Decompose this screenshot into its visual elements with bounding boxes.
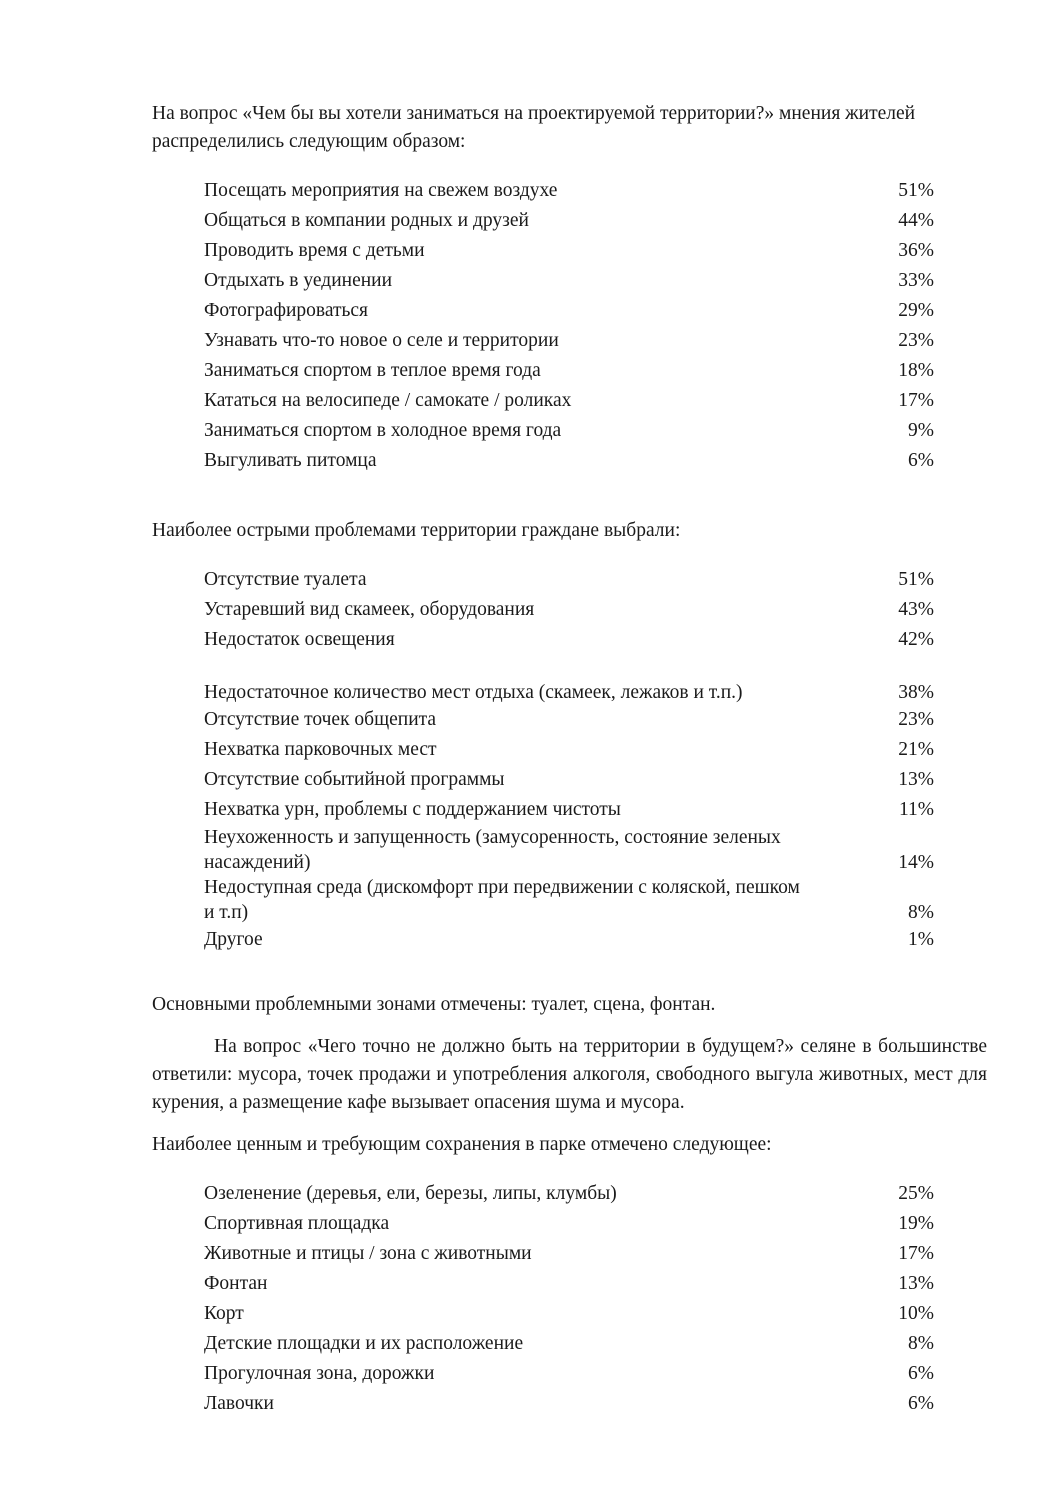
item-value: 13% [898,1273,934,1294]
list-item [204,296,934,326]
item-value: 1% [908,929,934,950]
item-label: Нехватка парковочных мест [204,739,437,760]
list-item [204,705,934,735]
item-value: 33% [898,270,934,291]
list-item [204,1179,934,1209]
item-value: 17% [898,390,934,411]
item-value: 38% [898,682,934,703]
item-label: Животные и птицы / зона с животными [204,1243,532,1264]
item-label: Неухоженность и запущенность (замусоренность, состояние зеленых насаждений) [204,827,781,873]
list-item [204,875,934,925]
item-value: 13% [898,769,934,790]
list-item [204,416,934,446]
list-item [204,625,934,655]
problem-zones-text: Основными проблемными зонами отмечены: туалет, сцена, фонтан. [152,994,716,1015]
item-label: Устаревший вид скамеек, оборудования [204,599,535,620]
list-item [204,765,934,795]
item-label: Общаться в компании родных и друзей [204,210,529,231]
section2-intro: Наиболее острыми проблемами территории граждане выбрали: [152,520,681,541]
item-label: Лавочки [204,1393,274,1414]
list-item [204,446,934,476]
list-item [204,1209,934,1239]
item-value: 36% [898,240,934,261]
section3-intro: Наиболее ценным и требующим сохранения в парке отмечено следующее: [152,1134,772,1155]
list-item [204,176,934,206]
item-value: 18% [898,360,934,381]
item-label: Детские площадки и их расположение [204,1333,524,1354]
item-label: Недоступная среда (дискомфорт при передвижении с коляской, пешком и т.п) [204,877,800,923]
list-item [204,326,934,356]
item-label: Корт [204,1303,244,1324]
section1-intro: На вопрос «Чем бы вы хотели заниматься на проектируемой территории?» мнения жителей распределились следующим образом: [152,103,916,152]
valuables-list [204,1179,934,1419]
item-value: 43% [898,599,934,620]
item-label: Недостаток освещения [204,629,395,650]
item-value: 10% [898,1303,934,1324]
list-item [204,595,934,625]
list-item [204,925,934,955]
item-value: 44% [898,210,934,231]
item-value: 14% [898,852,934,873]
item-label: Посещать мероприятия на свежем воздухе [204,180,558,201]
item-label: Озеленение (деревья, ели, березы, липы, клумбы) [204,1183,617,1204]
list-item [204,206,934,236]
list-item [204,356,934,386]
item-label: Фонтан [204,1273,268,1294]
activities-list [204,176,934,476]
item-value: 25% [898,1183,934,1204]
list-item [204,1239,934,1269]
list-item [204,266,934,296]
item-value: 8% [908,1333,934,1354]
list-item [204,655,934,705]
list-item [204,1389,934,1419]
item-label: Заниматься спортом в теплое время года [204,360,541,381]
item-value: 9% [908,420,934,441]
list-item [204,1359,934,1389]
item-value: 23% [898,709,934,730]
problems-list [204,565,934,955]
item-value: 42% [898,629,934,650]
item-value: 17% [898,1243,934,1264]
item-value: 6% [908,1363,934,1384]
item-value: 29% [898,300,934,321]
item-label: Заниматься спортом в холодное время года [204,420,562,441]
item-label: Недостаточное количество мест отдыха (скамеек, лежаков и т.п.) [204,682,743,703]
item-label: Отсутствие точек общепита [204,709,437,730]
not-wanted-text: На вопрос «Чего точно не должно быть на территории в будущем?» селяне в большинстве ответили: мусора, точек продажи и употребления алкоголя, свободного выгула животных, мест для курения, а размещение кафе вызывает опасения шума и мусора. [152,1036,987,1113]
item-value: 6% [908,450,934,471]
document-page [152,100,987,1419]
list-item [204,1299,934,1329]
list-item [204,386,934,416]
list-item [204,735,934,765]
item-value: 51% [898,569,934,590]
list-item [204,565,934,595]
list-item [204,236,934,266]
item-label: Отсутствие событийной программы [204,769,505,790]
item-label: Выгуливать питомца [204,450,377,471]
item-label: Спортивная площадка [204,1213,390,1234]
item-label: Проводить время с детьми [204,240,425,261]
item-value: 51% [898,180,934,201]
list-item [204,825,934,875]
list-item [204,1329,934,1359]
item-label: Нехватка урн, проблемы с поддержанием чистоты [204,799,621,820]
item-label: Прогулочная зона, дорожки [204,1363,435,1384]
item-value: 23% [898,330,934,351]
item-label: Отдыхать в уединении [204,270,393,291]
item-label: Кататься на велосипеде / самокате / роликах [204,390,572,411]
list-item [204,1269,934,1299]
list-item [204,795,934,825]
item-label: Другое [204,929,263,950]
item-value: 21% [898,739,934,760]
item-value: 19% [898,1213,934,1234]
item-label: Фотографироваться [204,300,369,321]
item-label: Отсутствие туалета [204,569,367,590]
item-value: 6% [908,1393,934,1414]
item-value: 11% [898,799,934,820]
item-label: Узнавать что-то новое о селе и территории [204,330,559,351]
item-value: 8% [908,902,934,923]
